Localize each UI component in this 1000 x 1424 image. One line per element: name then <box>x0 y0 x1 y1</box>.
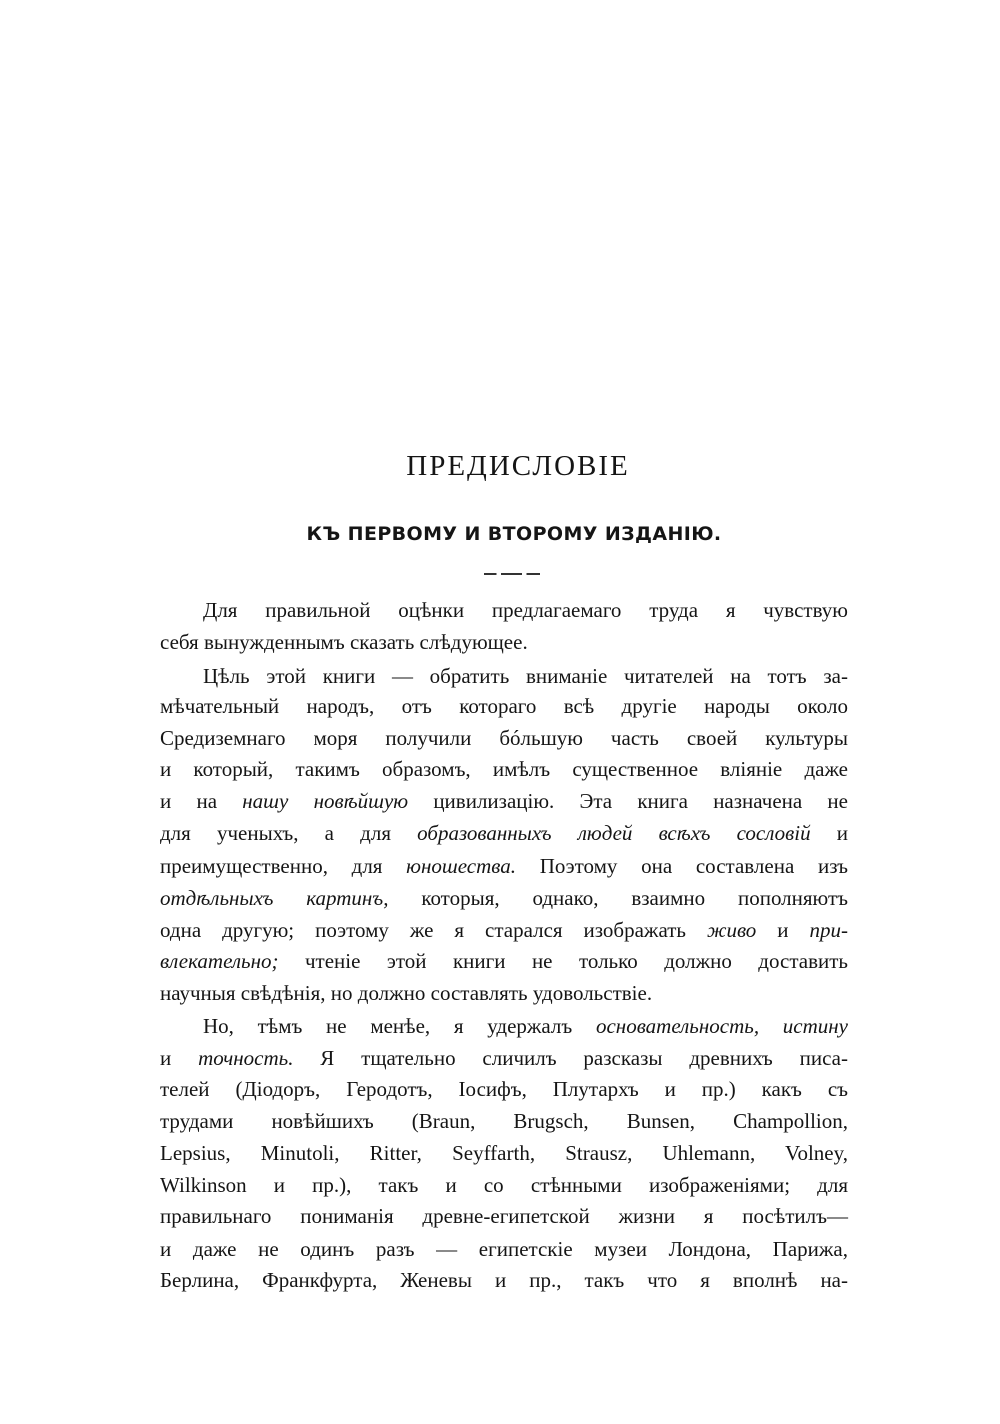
page-subtitle: КЪ ПЕРВОМУ И ВТОРОМУ ИЗДАНІЮ. <box>306 523 722 545</box>
text-line <box>160 882 848 914</box>
decorative-divider <box>484 573 540 575</box>
text-line <box>203 1010 848 1042</box>
text-segment: трудами новѣйшихъ (Braun, Brugsch, Bunsen, Champollion, <box>160 1109 848 1133</box>
text-line <box>160 1233 848 1265</box>
text-line <box>203 660 848 692</box>
text-line <box>160 690 848 722</box>
emphasis-segment: отдѣльныхъ картинъ, <box>160 886 389 910</box>
text-segment: себя вынужденнымъ сказать слѣдующее. <box>160 630 528 654</box>
text-line <box>160 977 848 1009</box>
text-segment: телей (Діодоръ, Геродотъ, Іосифъ, Плутархъ и пр.) какъ съ <box>160 1077 848 1101</box>
text-segment: Wilkinson и пр.), такъ и со стѣнными изображеніями; для <box>160 1173 848 1197</box>
text-segment: правильнаго пониманія древне-египетской жизни я посѣтилъ— <box>160 1204 848 1228</box>
text-line <box>160 1042 848 1074</box>
text-segment: преимущественно, для <box>160 854 407 878</box>
text-segment: одна другую; поэтому же я старался изображать <box>160 918 707 942</box>
text-line <box>160 1264 848 1296</box>
text-line <box>160 850 848 882</box>
text-line <box>160 1200 848 1232</box>
text-segment: Средиземнаго моря получили бóльшую часть своей культуры <box>160 726 848 750</box>
text-segment: Я тщательно сличилъ разсказы древнихъ писа- <box>293 1046 848 1070</box>
text-segment: Для правильной оцѣнки предлагаемаго труда я чувствую <box>203 598 848 622</box>
text-line <box>160 722 848 754</box>
emphasis-segment: точность. <box>198 1046 294 1070</box>
text-segment: и <box>810 821 848 845</box>
text-line <box>160 914 848 946</box>
text-segment: Поэтому она составлена изъ <box>516 854 849 878</box>
text-line <box>160 1169 848 1201</box>
text-line <box>160 785 848 817</box>
text-segment: которыя, однако, взаимно пополняютъ <box>388 886 849 910</box>
text-segment: Но, тѣмъ не менѣе, я удержалъ <box>203 1014 596 1038</box>
emphasis-segment: живо <box>706 918 757 942</box>
text-line <box>160 753 848 785</box>
text-line <box>160 1105 848 1137</box>
text-segment: и <box>160 1046 199 1070</box>
text-line <box>160 1073 848 1105</box>
text-line <box>160 817 848 849</box>
text-segment: цивилизацію. Эта книга назначена не <box>408 789 848 813</box>
emphasis-segment: влекательно; <box>160 949 279 973</box>
text-segment: и <box>756 918 810 942</box>
text-line <box>160 626 848 658</box>
text-segment: научныя свѣдѣнія, но должно составлять удовольствіе. <box>160 981 653 1005</box>
text-segment: чтеніе этой книги не только должно доставить <box>278 949 848 973</box>
text-segment: и даже не одинъ разъ — египетскіе музеи Лондона, Парижа, <box>160 1237 848 1261</box>
text-segment: Lepsius, Minutoli, Ritter, Seyffarth, Strausz, Uhlemann, Volney, <box>160 1141 848 1165</box>
emphasis-segment: основательность, истину <box>595 1014 849 1038</box>
page-title: ПРЕДИСЛОВІЕ <box>406 450 630 482</box>
text-segment: мѣчательный народъ, отъ котораго всѣ другіе народы около <box>160 694 848 718</box>
text-segment: Цѣль этой книги — обратить вниманіе читателей на тотъ за- <box>203 664 848 688</box>
text-line <box>203 594 848 626</box>
text-segment: и который, такимъ образомъ, имѣлъ существенное вліяніе даже <box>160 757 848 781</box>
text-line <box>160 1137 848 1169</box>
emphasis-segment: образованныхъ людей всѣхъ сословій <box>417 821 811 845</box>
text-segment: и на <box>160 789 243 813</box>
emphasis-segment: нашу новѣйшую <box>242 789 409 813</box>
emphasis-segment: юношества. <box>406 854 516 878</box>
text-segment: Берлина, Франкфурта, Женевы и пр., такъ что я вполнѣ на- <box>160 1268 848 1292</box>
text-segment: для ученыхъ, а для <box>160 821 418 845</box>
text-line <box>160 945 848 977</box>
emphasis-segment: при- <box>809 918 848 942</box>
